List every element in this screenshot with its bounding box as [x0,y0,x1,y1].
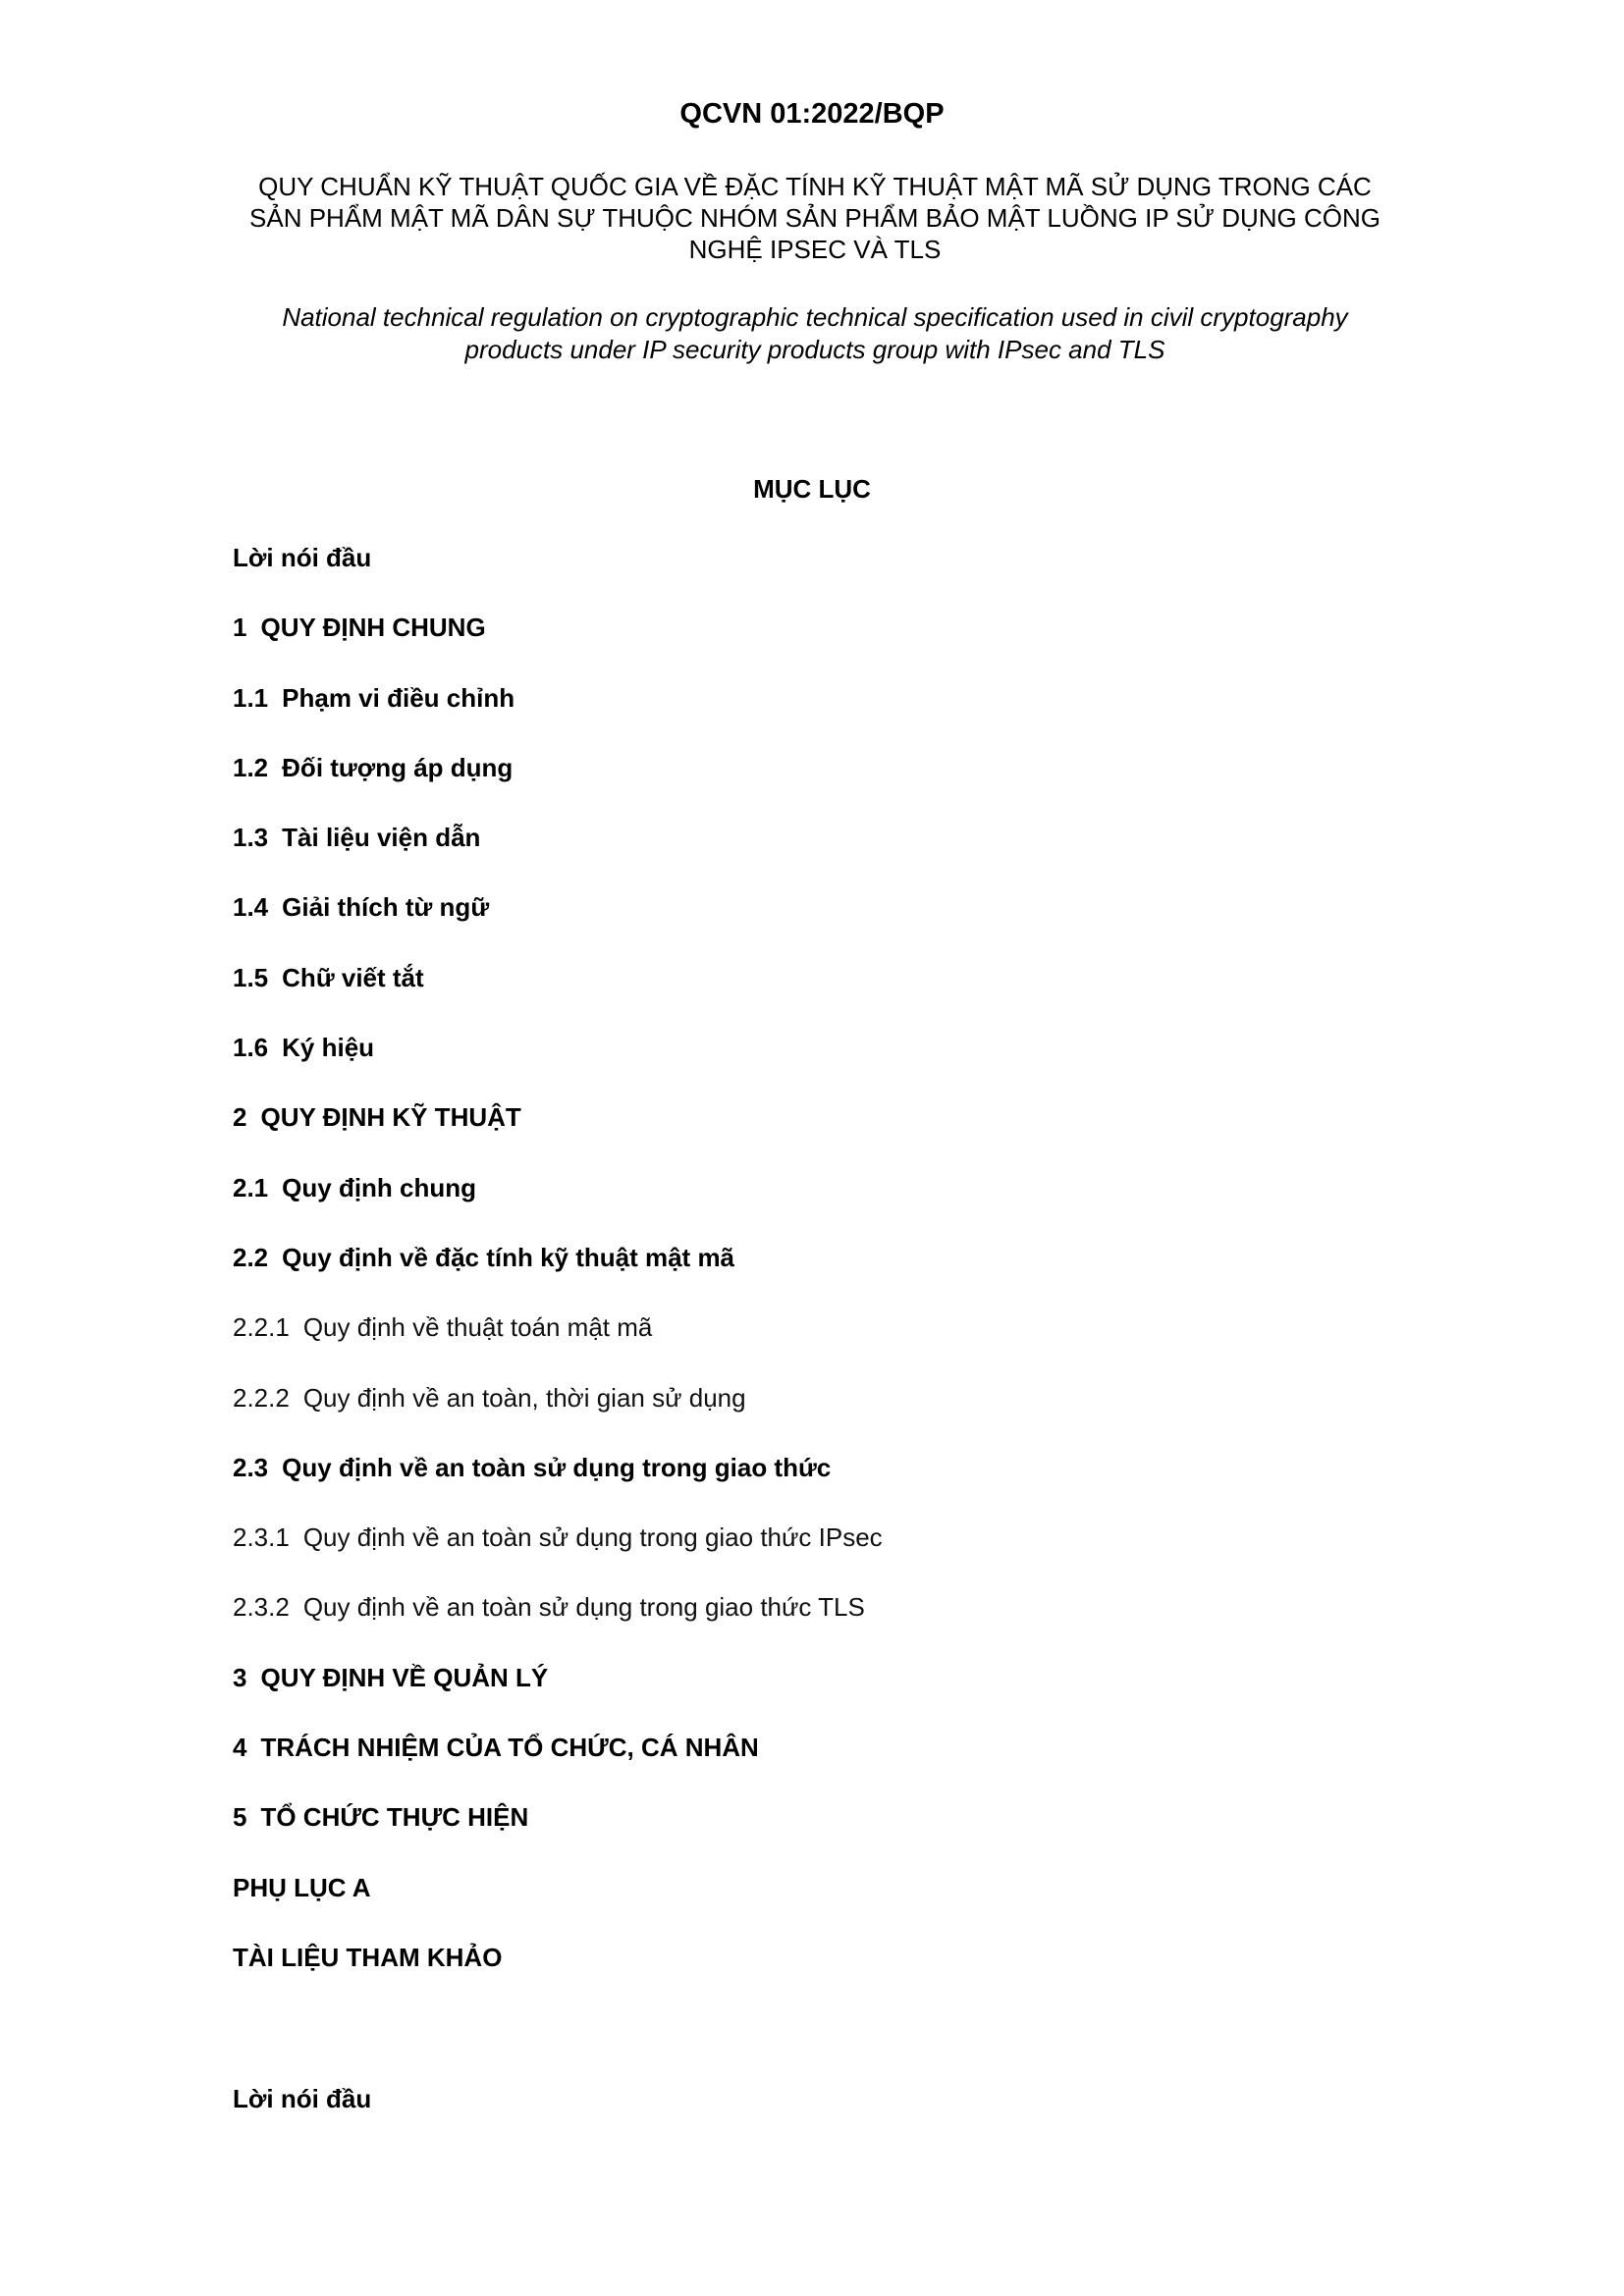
toc-entry-number: 2.2.2 [233,1382,290,1413]
toc-entry[interactable] [233,1101,883,1171]
toc-entry-text: Quy định về an toàn sử dụng trong giao thức [282,1452,832,1482]
toc-entry-text: Chữ viết tắt [282,962,424,992]
toc-entry[interactable] [233,822,883,891]
toc-entry-number: 1.3 [233,823,269,853]
toc-entry-text: Quy định về thuật toán mật mã [302,1312,653,1343]
preface-heading: Lời nói đầu [233,2084,372,2113]
toc-entry-text: Quy định về đặc tính kỹ thuật mật mã [282,1242,735,1272]
toc-entry-text: Giải thích từ ngữ [282,892,490,923]
toc-entry-text: TỔ CHỨC THỰC HIỆN [260,1802,529,1833]
toc-entry-number: 2 [233,1102,247,1133]
document-code: QCVN 01:2022/BQP [679,98,945,130]
vietnamese-title [226,171,1404,265]
toc-entry-number: 5 [233,1802,247,1833]
toc-entry-text: QUY ĐỊNH CHUNG [260,613,486,643]
toc-heading: MỤC LỤC [753,474,871,504]
toc-entry[interactable] [233,752,883,822]
toc-entry[interactable] [233,542,883,612]
toc-entry-number: 1.4 [233,892,269,923]
vietnamese-title-line: QUY CHUẨN KỸ THUẬT QUỐC GIA VỀ ĐẶC TÍNH KỸ THUẬT MẬT MÃ SỬ DỤNG TRONG CÁC [258,172,1372,201]
toc-entry-number: 3 [233,1662,247,1692]
table-of-contents [233,542,883,2011]
toc-entry-number: 2.3 [233,1452,269,1482]
toc-entry-text: Quy định về an toàn sử dụng trong giao thức TLS [302,1592,865,1623]
toc-entry[interactable] [233,1032,883,1101]
toc-entry[interactable] [233,1522,883,1591]
toc-entry-text: QUY ĐỊNH VỀ QUẢN LÝ [260,1662,549,1692]
english-title-line: products under IP security products group with IPsec and TLS [464,335,1165,364]
toc-entry-text: Phạm vi điều chỉnh [282,682,515,713]
toc-entry[interactable] [233,1452,883,1522]
toc-entry-text: Quy định chung [282,1172,477,1202]
toc-entry-number: 4 [233,1733,247,1763]
toc-entry-number: 1.5 [233,962,269,992]
toc-entry[interactable] [233,682,883,752]
toc-entry-text: Quy định về an toàn, thời gian sử dụng [302,1382,746,1413]
toc-entry[interactable] [233,1591,883,1661]
toc-entry-text: Lời nói đầu [233,543,372,572]
toc-entry-number: 1.6 [233,1033,269,1063]
toc-entry-text: TRÁCH NHIỆM CỦA TỔ CHỨC, CÁ NHÂN [260,1733,759,1763]
toc-entry[interactable] [233,1242,883,1311]
toc-entry[interactable] [233,1942,883,2011]
toc-entry-text: Ký hiệu [282,1033,375,1063]
toc-entry[interactable] [233,1662,883,1732]
toc-entry-number: 1 [233,613,247,643]
english-title [226,301,1404,366]
toc-entry-number: 2.2 [233,1242,269,1272]
toc-entry-number: 2.2.1 [233,1312,290,1343]
toc-entry[interactable] [233,1732,883,1801]
toc-entry-text: Đối tượng áp dụng [282,752,514,782]
toc-entry-text: TÀI LIỆU THAM KHẢO [233,1942,503,1972]
toc-entry-number: 1.1 [233,682,269,713]
vietnamese-title-line: NGHỆ IPSEC VÀ TLS [688,235,942,264]
toc-entry-text: Tài liệu viện dẫn [282,823,481,853]
toc-entry-text: QUY ĐỊNH KỸ THUẬT [260,1102,521,1133]
toc-entry[interactable] [233,891,883,961]
toc-entry[interactable] [233,612,883,681]
toc-entry[interactable] [233,1311,883,1381]
toc-entry[interactable] [233,962,883,1032]
vietnamese-title-line: SẢN PHẨM MẬT MÃ DÂN SỰ THUỘC NHÓM SẢN PHẨM BẢO MẬT LUỒNG IP SỬ DỤNG CÔNG [249,203,1380,233]
toc-entry[interactable] [233,1801,883,1871]
toc-entry-text: PHỤ LỤC A [233,1872,371,1902]
toc-entry-number: 2.1 [233,1172,269,1202]
toc-entry[interactable] [233,1872,883,1942]
english-title-line: National technical regulation on cryptographic technical specification used in civil cryptography [282,302,1348,332]
toc-entry-number: 1.2 [233,752,269,782]
toc-entry-number: 2.3.2 [233,1592,290,1623]
toc-entry[interactable] [233,1172,883,1242]
toc-entry-number: 2.3.1 [233,1522,290,1553]
toc-entry[interactable] [233,1382,883,1452]
toc-entry-text: Quy định về an toàn sử dụng trong giao thức IPsec [302,1522,883,1553]
